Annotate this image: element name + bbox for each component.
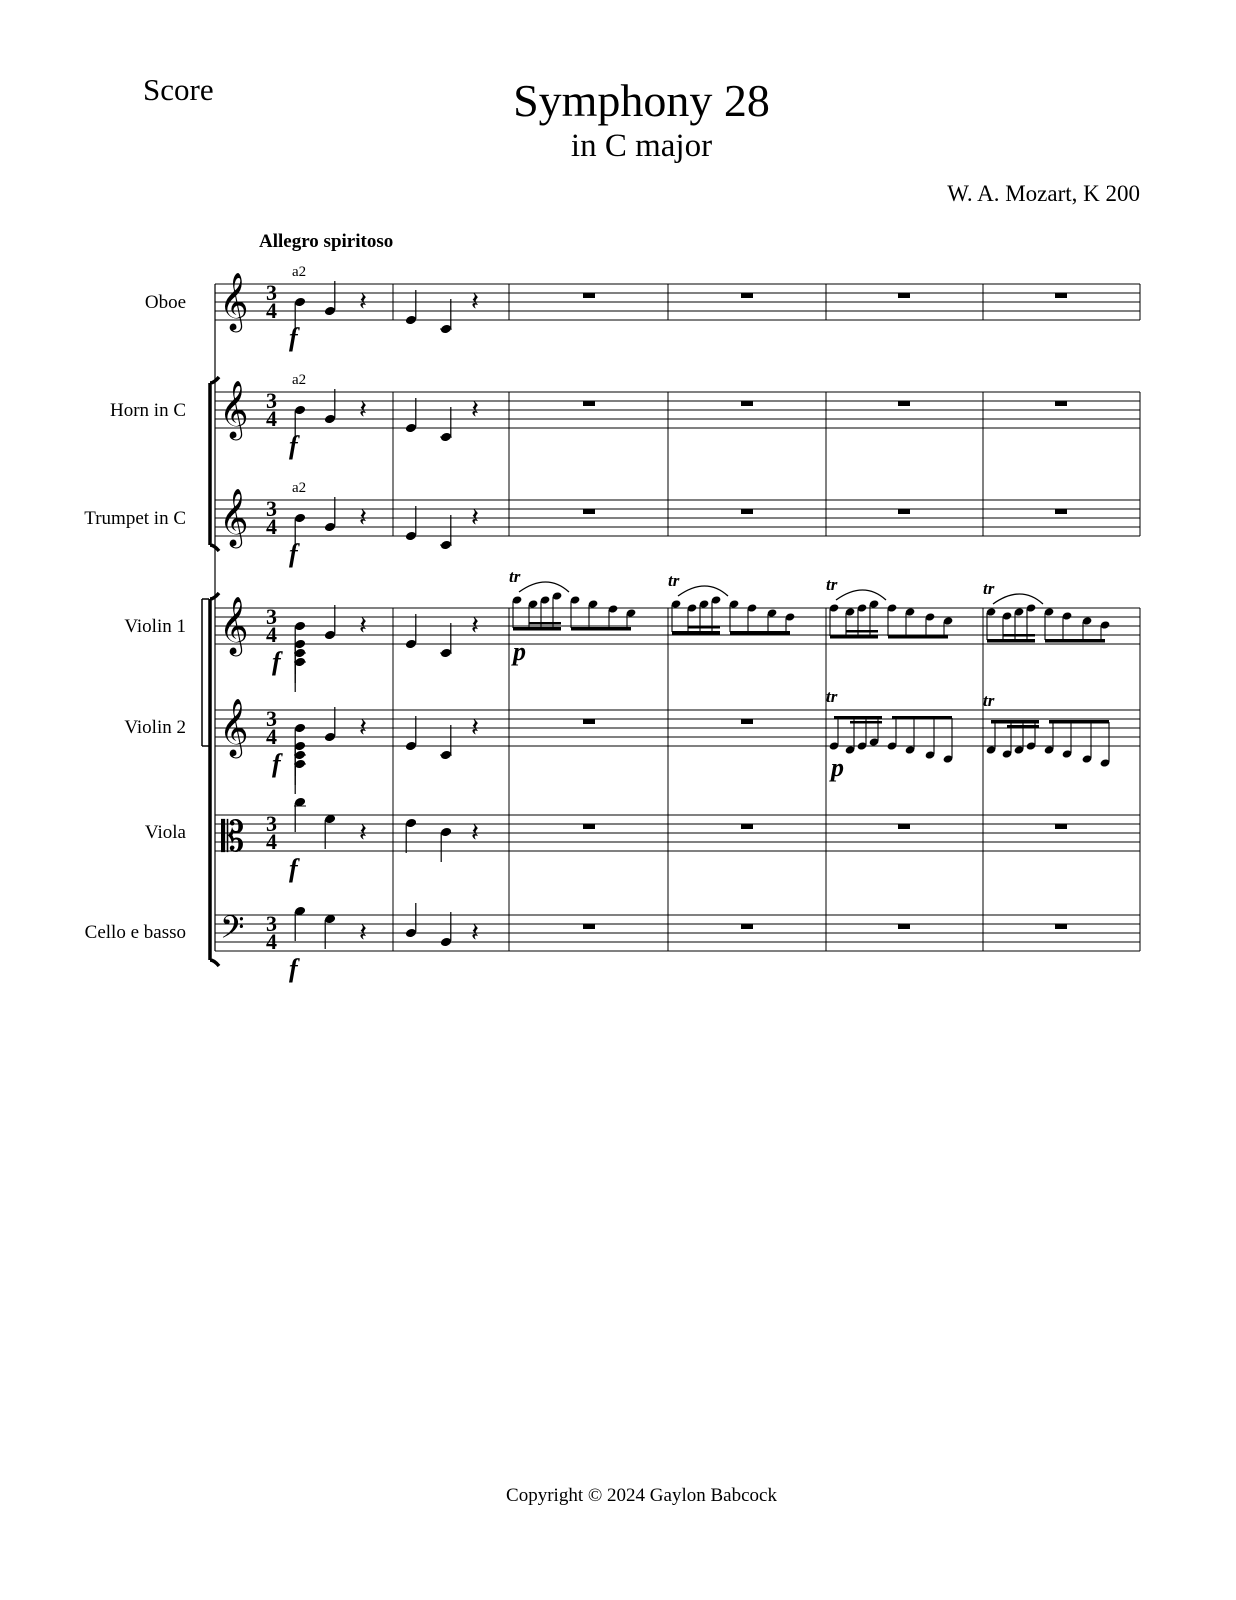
whole-rest-icon: [898, 293, 910, 298]
trill-mark: tr: [983, 579, 995, 598]
brace-violins: [202, 599, 209, 746]
time-signature-top: 3: [266, 604, 277, 629]
beam: [513, 627, 561, 631]
beam: [987, 639, 1035, 643]
whole-rest-icon: [741, 924, 753, 929]
trill-mark: tr: [826, 575, 838, 594]
whole-rest-icon: [583, 719, 595, 724]
whole-rest-icon: [583, 924, 595, 929]
quarter-rest-icon: 𝄽: [471, 395, 479, 424]
whole-rest-icon: [741, 719, 753, 724]
beam: [571, 627, 631, 631]
treble-clef-icon: 𝄞: [219, 381, 249, 437]
whole-rest-icon: [898, 509, 910, 514]
instrument-label-cello: Cello e basso: [84, 922, 186, 943]
composer-credit: W. A. Mozart, K 200: [947, 181, 1140, 206]
slur: [678, 586, 728, 596]
beam: [730, 631, 790, 635]
treble-clef-icon: 𝄞: [219, 597, 249, 653]
whole-rest-icon: [741, 293, 753, 298]
beam: [1045, 639, 1105, 643]
dynamic-mark: p: [513, 637, 526, 666]
time-signature-top: 3: [266, 280, 277, 305]
trill-mark: tr: [668, 571, 680, 590]
beam: [1007, 725, 1039, 728]
time-signature-top: 3: [266, 388, 277, 413]
copyright-notice: Copyright © 2024 Gaylon Babcock: [506, 1485, 777, 1506]
quarter-rest-icon: 𝄽: [359, 287, 367, 316]
beam: [1003, 634, 1035, 637]
dynamic-mark: f: [289, 323, 298, 352]
instrument-label-horn: Horn in C: [110, 400, 186, 421]
time-signature-bottom: 4: [266, 406, 277, 431]
whole-rest-icon: [1055, 401, 1067, 406]
whole-rest-icon: [1055, 824, 1067, 829]
whole-rest-icon: [1055, 509, 1067, 514]
beam: [834, 716, 882, 720]
instrument-label-oboe: Oboe: [144, 292, 186, 313]
dynamic-mark: p: [831, 753, 844, 782]
trill-mark: tr: [983, 691, 995, 710]
time-signature-bottom: 4: [266, 622, 277, 647]
beam: [991, 720, 1039, 724]
beam: [888, 635, 948, 639]
beam: [1049, 720, 1109, 724]
dynamic-mark: f: [289, 431, 298, 460]
whole-rest-icon: [741, 401, 753, 406]
time-signature-bottom: 4: [266, 298, 277, 323]
quarter-rest-icon: 𝄽: [471, 918, 479, 947]
instrument-label-violin-2: Violin 2: [124, 717, 186, 738]
quarter-rest-icon: 𝄽: [359, 818, 367, 847]
trill-mark: tr: [826, 687, 838, 706]
dynamic-mark: f: [289, 539, 298, 568]
whole-rest-icon: [583, 293, 595, 298]
whole-rest-icon: [898, 401, 910, 406]
time-signature-bottom: 4: [266, 514, 277, 539]
time-signature-top: 3: [266, 911, 277, 936]
tempo-marking: Allegro spiritoso: [259, 231, 394, 252]
slur: [993, 594, 1043, 604]
time-signature-top: 3: [266, 811, 277, 836]
beam: [672, 631, 720, 635]
dynamic-mark: f: [289, 954, 298, 983]
treble-clef-icon: 𝄞: [219, 699, 249, 755]
quarter-rest-icon: 𝄽: [359, 611, 367, 640]
beam: [529, 622, 561, 625]
beam: [846, 630, 878, 633]
alto-clef-icon: 𝄡: [221, 815, 245, 861]
instrument-label-trumpet: Trumpet in C: [84, 508, 186, 529]
whole-rest-icon: [1055, 293, 1067, 298]
treble-clef-icon: 𝄞: [219, 489, 249, 545]
beam: [830, 635, 878, 639]
dynamic-mark: f: [272, 647, 281, 676]
treble-clef-icon: 𝄞: [219, 273, 249, 329]
quarter-rest-icon: 𝄽: [471, 818, 479, 847]
quarter-rest-icon: 𝄽: [471, 611, 479, 640]
time-signature-bottom: 4: [266, 829, 277, 854]
beam: [850, 721, 882, 724]
quarter-rest-icon: 𝄽: [471, 287, 479, 316]
time-signature-bottom: 4: [266, 929, 277, 954]
time-signature-bottom: 4: [266, 724, 277, 749]
beam: [892, 716, 952, 720]
quarter-rest-icon: 𝄽: [471, 503, 479, 532]
quarter-rest-icon: 𝄽: [359, 918, 367, 947]
quarter-rest-icon: 𝄽: [359, 395, 367, 424]
time-signature-top: 3: [266, 706, 277, 731]
whole-rest-icon: [1055, 924, 1067, 929]
page-title: Symphony 28: [513, 75, 770, 126]
slur: [519, 582, 569, 592]
trill-mark: tr: [509, 567, 521, 586]
beam: [688, 626, 720, 629]
whole-rest-icon: [898, 924, 910, 929]
instrument-label-viola: Viola: [144, 822, 186, 843]
whole-rest-icon: [898, 824, 910, 829]
direction-a2: a2: [292, 372, 307, 388]
whole-rest-icon: [741, 509, 753, 514]
whole-rest-icon: [583, 824, 595, 829]
dynamic-mark: f: [272, 749, 281, 778]
score-label: Score: [143, 72, 214, 107]
time-signature-top: 3: [266, 496, 277, 521]
instrument-label-violin-1: Violin 1: [124, 616, 186, 637]
whole-rest-icon: [583, 509, 595, 514]
dynamic-mark: f: [289, 854, 298, 883]
direction-a2: a2: [292, 480, 307, 496]
whole-rest-icon: [583, 401, 595, 406]
page-subtitle: in C major: [570, 128, 713, 164]
quarter-rest-icon: 𝄽: [359, 713, 367, 742]
slur: [836, 590, 886, 600]
direction-a2: a2: [292, 264, 307, 280]
quarter-rest-icon: 𝄽: [471, 713, 479, 742]
whole-rest-icon: [741, 824, 753, 829]
bass-clef-icon: 𝄢: [220, 911, 245, 953]
quarter-rest-icon: 𝄽: [359, 503, 367, 532]
